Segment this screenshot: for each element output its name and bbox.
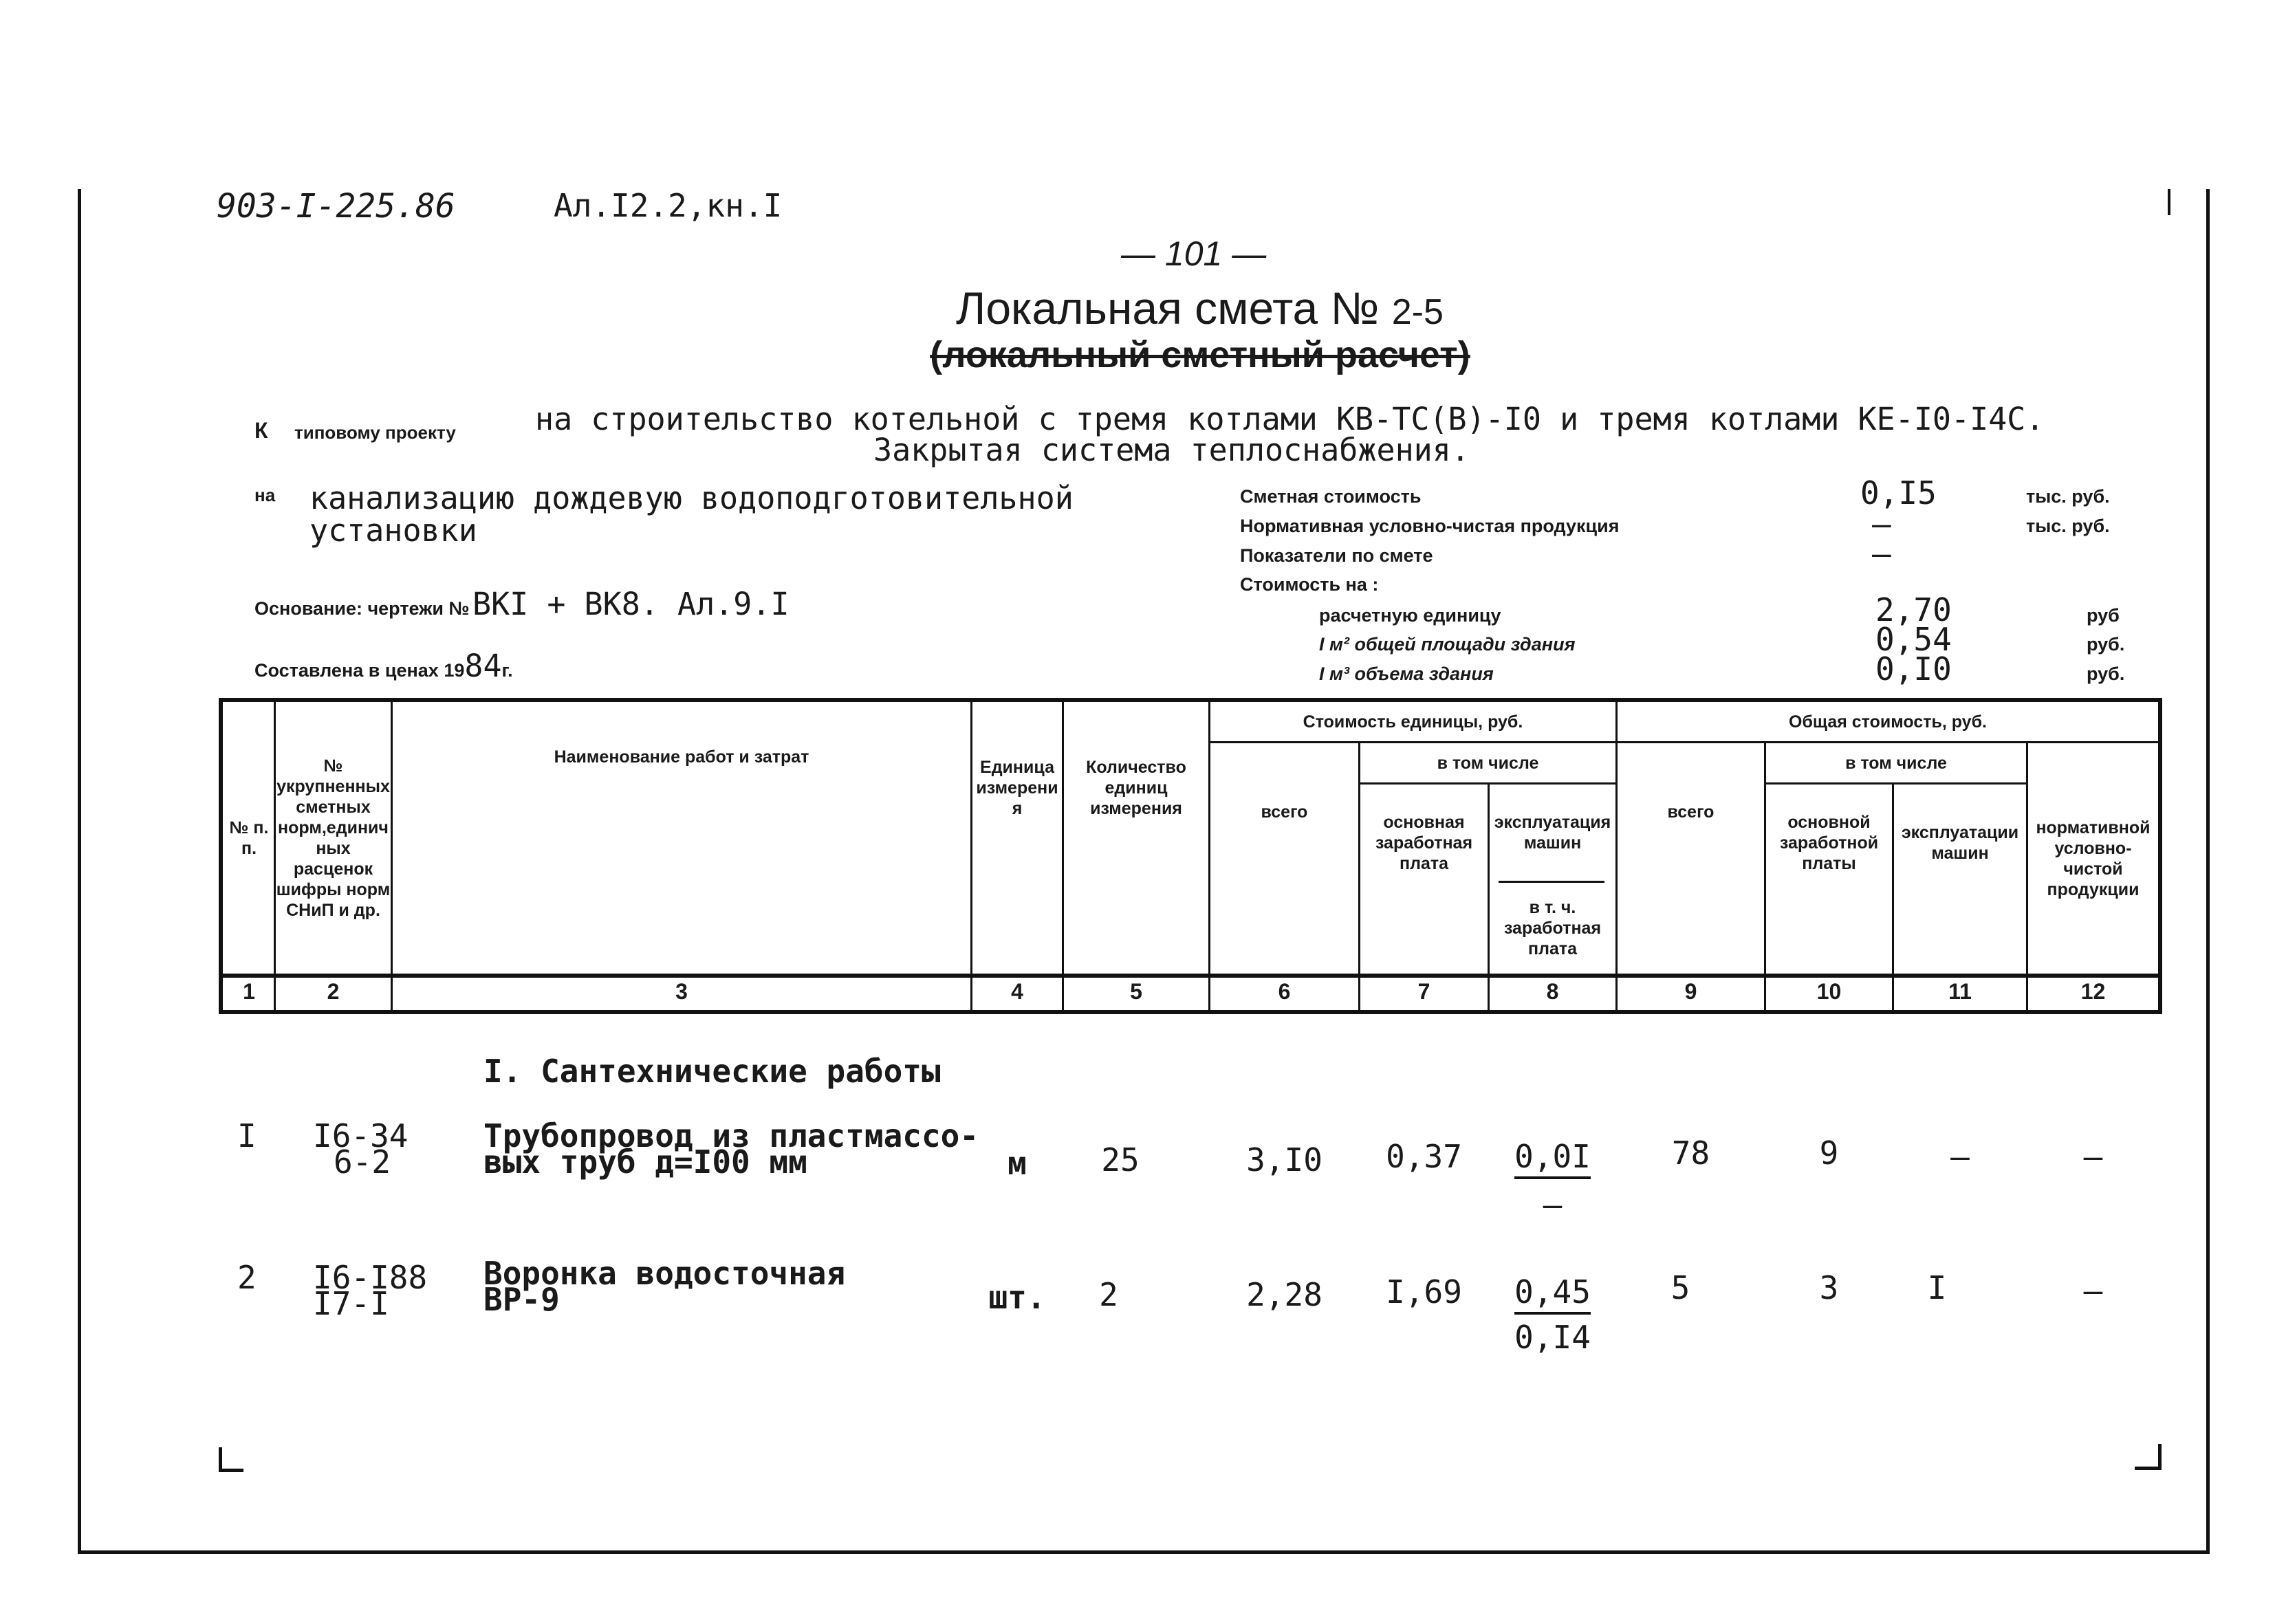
prices-suffix: г. [501, 660, 513, 681]
column-number: 7 [1417, 979, 1430, 1004]
column-number: 12 [2080, 979, 2106, 1004]
header-unit-cost: Стоимость единицы, руб. [1303, 712, 1523, 732]
row-1-unit-machines-value: 0,0I [1514, 1138, 1591, 1179]
row-1-total-machines: – [1950, 1138, 1970, 1175]
album-reference: Ал.I2.2,кн.I [554, 187, 783, 224]
page-title [956, 282, 1444, 334]
summary-unit-4: руб [2087, 605, 2120, 626]
frame-bottom-border [78, 1550, 2210, 1554]
row-2-total: 5 [1670, 1269, 1690, 1306]
summary-unit-6: руб. [2087, 663, 2125, 684]
summary-value-0: 0,I5 [1860, 474, 1937, 512]
header-item-number: № п. п. [229, 818, 269, 858]
row-1-total: 78 [1671, 1134, 1710, 1172]
project-description-line2: Закрытая система теплоснабжения. [873, 432, 1470, 468]
project-code: 903-I-225.86 [217, 187, 455, 226]
row-1-unit-machines-wage: – [1543, 1186, 1563, 1223]
typical-project-label: типовому проекту [294, 422, 456, 443]
title-prefix: Локальная смета № [956, 283, 1380, 333]
row-1-name-line1: Трубопровод из пластмассо- [483, 1117, 979, 1154]
row-2-unit-machines-value: 0,45 [1514, 1273, 1591, 1315]
summary-value-4: 2,70 [1875, 591, 1952, 628]
header-total-wage: основной заработной платы [1779, 813, 1879, 873]
object-line2: установки [309, 512, 477, 549]
table-hline [223, 974, 2158, 978]
basis-value: ВКI + ВК8. Ал.9.I [472, 586, 790, 622]
summary-label-1: Нормативная условно-чистая продукция [1240, 516, 1620, 536]
header-total-machines: эксплуатации машин [1901, 823, 2019, 863]
header-unit-machines: эксплуатация машин [1494, 813, 1611, 853]
summary-label-3: Стоимость на : [1240, 574, 1379, 595]
row-2-unit-machines [1490, 1273, 1615, 1310]
header-quantity: Количество единиц измерения [1086, 758, 1186, 818]
title-number: 2-5 [1391, 292, 1444, 332]
summary-label-2: Показатели по смете [1240, 545, 1433, 566]
summary-unit-0: тыс. руб. [2026, 486, 2110, 507]
summary-label-4: расчетную единицу [1319, 605, 1501, 626]
corner-mark-bottom-left-h [219, 1469, 243, 1472]
column-number: 6 [1278, 979, 1291, 1004]
summary-label-5: I м² общей площади здания [1319, 634, 1576, 655]
column-number: 11 [1948, 979, 1972, 1004]
column-number: 4 [1011, 979, 1023, 1004]
header-unit-wage: основная заработная плата [1375, 813, 1473, 873]
row-1-unit-machines [1490, 1138, 1615, 1175]
prices-year: 84 [464, 648, 502, 684]
on-label: на [254, 485, 276, 505]
summary-value-6: 0,I0 [1875, 650, 1952, 688]
row-2-total-wage: 3 [1819, 1269, 1839, 1306]
header-total-including: в том числе [1845, 753, 1947, 773]
row-2-name-line1: Воронка водосточная [483, 1255, 846, 1292]
frame-right-border [2206, 189, 2210, 1554]
row-1-number: I [237, 1117, 257, 1154]
to-label: К [254, 418, 268, 443]
row-1-unit-total: 3,I0 [1246, 1141, 1322, 1178]
column-number: 8 [1546, 979, 1559, 1004]
corner-mark-bottom-right-h [2135, 1467, 2162, 1470]
row-2-net-product: – [2083, 1272, 2103, 1309]
row-1-unit: м [1008, 1145, 1027, 1182]
section-title: I. Сантехнические работы [483, 1053, 941, 1090]
row-2-unit-wage: I,69 [1386, 1273, 1462, 1310]
header-total: всего [1667, 802, 1715, 822]
row-2-code-line2: I7-I [313, 1285, 389, 1322]
header-net-product: нормативной условно-чистой продукции [2036, 818, 2151, 899]
summary-value-2: – [1872, 535, 1891, 572]
row-2-quantity: 2 [1099, 1276, 1118, 1313]
frame-left-border [78, 189, 81, 1554]
summary-unit-1: тыс. руб. [2026, 516, 2110, 536]
header-norm-code: № укрупненных сметных норм,единичных расценок шифры норм СНиП и др. [276, 756, 391, 920]
estimate-table-header [219, 698, 2162, 1014]
summary-label-0: Сметная стоимость [1240, 486, 1422, 507]
prices-basis [254, 648, 513, 684]
page-number: — 101 — [1121, 234, 1267, 273]
summary-unit-5: руб. [2087, 634, 2125, 655]
basis [254, 586, 790, 622]
struck-subtitle: (локальный сметный расчет) [930, 334, 1470, 375]
row-1-quantity: 25 [1101, 1141, 1140, 1178]
row-2-name-line2: ВР-9 [483, 1281, 560, 1318]
header-work-name: Наименование работ и затрат [554, 747, 809, 767]
row-2-unit-machines-wage: 0,I4 [1514, 1319, 1591, 1356]
row-1-net-product: – [2083, 1138, 2103, 1175]
row-1-code-line1: I6-34 [313, 1117, 409, 1154]
column-number: 2 [327, 979, 340, 1004]
header-unit-total: всего [1261, 802, 1308, 822]
row-1-total-wage: 9 [1819, 1134, 1839, 1172]
row-1-code-line2: 6-2 [334, 1143, 391, 1181]
column-number: 5 [1130, 979, 1142, 1004]
row-2-code-line1: I6-I88 [313, 1259, 428, 1296]
summary-label-6: I м³ объема здания [1319, 663, 1494, 684]
corner-mark-top-right [2168, 189, 2170, 215]
header-unit: Единица измерения [976, 758, 1058, 818]
row-2-unit-total: 2,28 [1246, 1276, 1322, 1313]
summary-value-1: – [1872, 505, 1891, 542]
row-2-number: 2 [237, 1259, 257, 1296]
column-number: 3 [675, 979, 688, 1004]
header-total-cost: Общая стоимость, руб. [1789, 712, 1987, 732]
summary-value-5: 0,54 [1875, 621, 1952, 658]
row-2-unit: шт. [988, 1279, 1046, 1316]
object-line1: канализацию дождевую водоподготовительной [309, 480, 1074, 516]
row-2-total-machines: I [1927, 1269, 1947, 1306]
column-number: 1 [243, 979, 255, 1004]
header-unit-including: в том числе [1437, 753, 1539, 773]
column-number: 10 [1816, 979, 1842, 1004]
row-1-unit-wage: 0,37 [1386, 1138, 1462, 1175]
basis-label: Основание: чертежи № [254, 598, 470, 619]
row-1-name-line2: вых труб д=I00 мм [483, 1143, 807, 1181]
header-unit-machines-wage: в т. ч. заработная плата [1503, 898, 1602, 958]
project-description-line1: на строительство котельной с тремя котлами КВ-ТС(В)-I0 и тремя котлами КЕ-I0-I4С. [535, 401, 2045, 437]
column-number: 9 [1684, 979, 1697, 1004]
prices-label: Составлена в ценах 19 [254, 660, 465, 681]
